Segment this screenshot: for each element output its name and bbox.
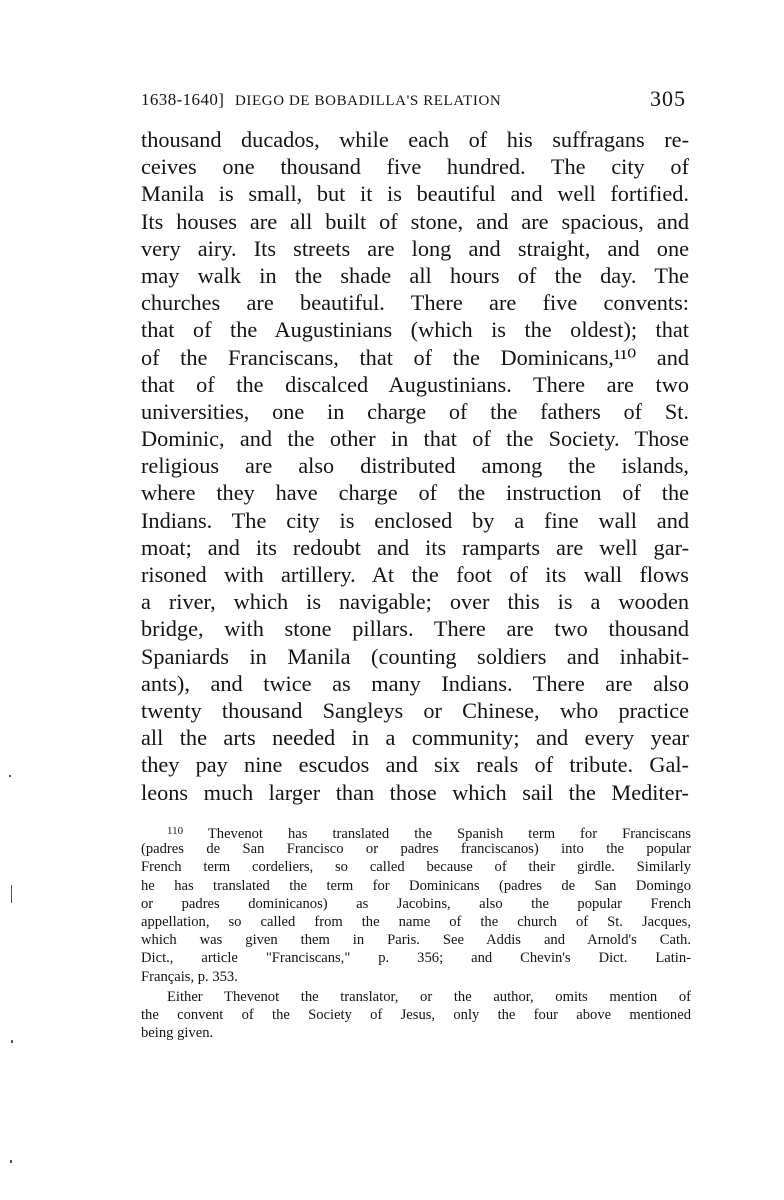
body-line: Indians. The city is enclosed by a fine wall and: [141, 507, 689, 533]
running-head-title: DIEGO DE BOBADILLA'S RELATION: [234, 93, 502, 109]
margin-mark: [11, 1040, 13, 1043]
footnote-line: (padres de San Francisco or padres franciscanos) into the popular: [141, 841, 691, 858]
margin-mark: [11, 885, 12, 903]
footnote-line: Either Thevenot the translator, or the author, omits mention of: [167, 988, 691, 1005]
body-line: risoned with artillery. At the foot of its wall flows: [141, 562, 689, 587]
footnote-marker: 110: [167, 825, 184, 837]
footnote-line: he has translated the term for Dominicans (padres de San Domingo: [141, 877, 691, 894]
page-number: 305: [650, 86, 686, 111]
body-line: thousand ducados, while each of his suffragans re-: [141, 127, 689, 152]
footnote-line: Français, p. 353.: [141, 968, 238, 985]
footnote-line: being given.: [141, 1025, 214, 1042]
body-line: Its houses are all built of stone, and are spacious, and: [141, 208, 689, 234]
body-line: Manila is small, but it is beautiful and well fortified.: [141, 181, 689, 207]
body-line: ants), and twice as many Indians. There are also: [141, 670, 689, 696]
margin-mark: [9, 775, 11, 777]
body-line: that of the discalced Augustinians. There are two: [141, 371, 689, 397]
running-head-left: [141, 90, 501, 110]
body-line: moat; and its redoubt and its ramparts are well gar-: [141, 534, 689, 560]
body-line: bridge, with stone pillars. There are two thousand: [141, 616, 689, 642]
body-line: all the arts needed in a community; and every year: [141, 725, 689, 751]
body-line: very airy. Its streets are long and straight, and one: [141, 235, 689, 261]
footnote-line: Dict., article "Franciscans," p. 356; and Chevin's Dict. Latin-: [141, 950, 691, 967]
footnote-line: or padres dominicanos) as Jacobins, also the popular French: [141, 895, 691, 912]
body-line: churches are beautiful. There are five convents:: [141, 290, 689, 316]
body-text: [141, 126, 689, 806]
body-line: religious are also distributed among the islands,: [141, 453, 689, 479]
body-line: leons much larger than those which sail the Mediter-: [141, 779, 689, 805]
footnote-line: appellation, so called from the name of the church of St. Jacques,: [141, 913, 691, 930]
footnote-line: which was given them in Paris. See Addis and Arnold's Cath.: [141, 932, 691, 949]
margin-mark: [10, 1160, 12, 1163]
body-line: may walk in the shade all hours of the day. The: [141, 262, 689, 288]
body-line: Dominic, and the other in that of the Society. Those: [141, 426, 689, 452]
body-line: that of the Augustinians (which is the oldest); that: [141, 317, 689, 343]
footnote-line: [141, 822, 691, 840]
footnote-text: Thevenot has translated the Spanish term for Franciscans: [207, 826, 691, 842]
footnotes: [141, 822, 691, 1042]
footnote-line: the convent of the Society of Jesus, only the four above mentioned: [141, 1006, 691, 1023]
body-line: Spaniards in Manila (counting soldiers and inhabit-: [141, 643, 689, 669]
footnote-line: French term cordeliers, so called because of their girdle. Similarly: [141, 859, 691, 876]
body-line: where they have charge of the instruction of the: [141, 480, 689, 506]
running-head-dates: 1638-1640]: [141, 90, 225, 109]
running-head: [141, 86, 686, 116]
body-line: ceives one thousand five hundred. The city of: [141, 154, 689, 180]
body-line: they pay nine escudos and six reals of tribute. Gal-: [141, 752, 689, 778]
body-line: universities, one in charge of the fathers of St.: [141, 398, 689, 424]
body-line: a river, which is navigable; over this is a wooden: [141, 589, 689, 615]
body-line: of the Franciscans, that of the Dominicans,¹¹⁰ and: [141, 344, 689, 370]
body-line: twenty thousand Sangleys or Chinese, who practice: [141, 697, 689, 723]
